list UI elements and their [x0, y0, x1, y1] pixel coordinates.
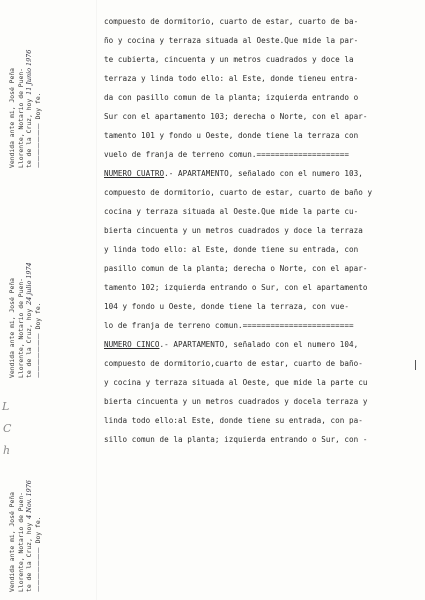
- note-typed-line: Llorente, Notario de Puen-: [16, 491, 25, 592]
- note-typed-line: Vendida ante mi, José Peña: [8, 67, 16, 168]
- note-doy-fe: Doy fe.: [33, 92, 42, 120]
- body-line: y cocina y terraza situada al Oeste, que mide la parte cu: [104, 378, 368, 387]
- body-line: bierta cincuenta y un metros cuadrados y doce la terraza: [104, 226, 363, 235]
- handwritten-date: 24 julio 1974: [25, 262, 33, 305]
- note-typed-line: te de la Cruz, hoy: [25, 522, 33, 592]
- note-typed-line: Llorente, Notario de Puen-: [16, 67, 25, 168]
- body-line: cocina y terraza situada al Oeste.Que mide la parte cu-: [104, 207, 359, 216]
- body-line: ño y cocina y terraza situada al Oeste.Que mide la par-: [104, 36, 359, 45]
- margin-sale-note-1: Vendida ante mi, José Peña Llorente, Notario de Puen- te de la Cruz, hoy 11 Junio 1976 ——————— Doy fe.: [8, 49, 42, 168]
- note-typed-line: Vendida ante mi, José Peña: [8, 277, 16, 378]
- body-line: y linda todo ello: al Este, donde tiene su entrada, con: [104, 245, 359, 254]
- handwritten-date: 4 Nov. 1976: [25, 480, 33, 519]
- body-line: pasillo comun de la planta; derecha o Norte, con el apar-: [104, 264, 368, 273]
- body-line: da con pasillo comun de la planta; izquierda entrando o: [104, 93, 359, 102]
- body-line: terraza y linda todo ello: al Este, donde tieneu entra-: [104, 74, 359, 83]
- pencil-mark: L: [2, 400, 10, 413]
- body-line: te cubierta, cincuenta y un metros cuadrados y doce la: [104, 55, 354, 64]
- body-line: linda todo ello:al Este, donde tiene su entrada, con pa-: [104, 416, 363, 425]
- document-body: [104, 12, 416, 449]
- section-heading-numero-cinco: NUMERO CINCO.- APARTAMENTO, señalado con el numero 104,: [104, 340, 359, 349]
- body-line: lo de franja de terreno comun.========================: [104, 321, 354, 330]
- body-line: sillo comun de la planta; izquierda entrando o Sur, con -: [104, 435, 368, 444]
- pencil-mark: C: [3, 422, 12, 435]
- margin-sale-note-2: Vendida ante mi, José Peña Llorente, Notario de Puen- te de la Cruz, hoy 24 julio 1974 ——————— Doy fe.: [8, 262, 42, 378]
- body-line: Sur con el apartamento 103; derecha o Norte, con el apar-: [104, 112, 368, 121]
- body-line: tamento 101 y fondo u Oeste, donde tiene la terraza con: [104, 131, 359, 140]
- note-typed-line: te de la Cruz, hoy: [25, 98, 33, 168]
- pencil-mark: h: [3, 444, 11, 457]
- note-typed-line: te de la Cruz, hoy: [25, 308, 33, 378]
- body-line: tamento 102; izquierda entrando o Sur, con el apartamento: [104, 283, 368, 292]
- body-line: compuesto de dormitorio, cuarto de estar, cuarto de baño y: [104, 188, 373, 197]
- body-line: 104 y fondo u Oeste, donde tiene la terraza, con vue-: [104, 302, 349, 311]
- section-heading-numero-cuatro: NUMERO CUATRO.- APARTAMENTO, señalado con el numero 103,: [104, 169, 363, 178]
- body-line: vuelo de franja de terreno comun.====================: [104, 150, 349, 159]
- body-line: bierta cincuenta y un metros cuadrados y docela terraza y: [104, 397, 368, 406]
- margin-rule: [96, 0, 97, 600]
- margin-sale-note-3: Vendida ante mi, José Peña Llorente, Notario de Puen- te de la Cruz, hoy 4 Nov. 1976 ——————— Doy fe.: [8, 480, 42, 592]
- note-doy-fe: Doy fe.: [33, 302, 42, 330]
- body-line: compuesto de dormitorio,cuarto de estar, cuarto de baño-: [104, 359, 363, 368]
- handwritten-date: 11 Junio 1976: [25, 49, 33, 95]
- edge-mark: [415, 360, 419, 370]
- note-typed-line: Llorente, Notario de Puen-: [16, 277, 25, 378]
- note-doy-fe: Doy fe.: [33, 516, 42, 544]
- body-line: compuesto de dormitorio, cuarto de estar, cuarto de ba-: [104, 17, 359, 26]
- note-typed-line: Vendida ante mi, José Peña: [8, 491, 16, 592]
